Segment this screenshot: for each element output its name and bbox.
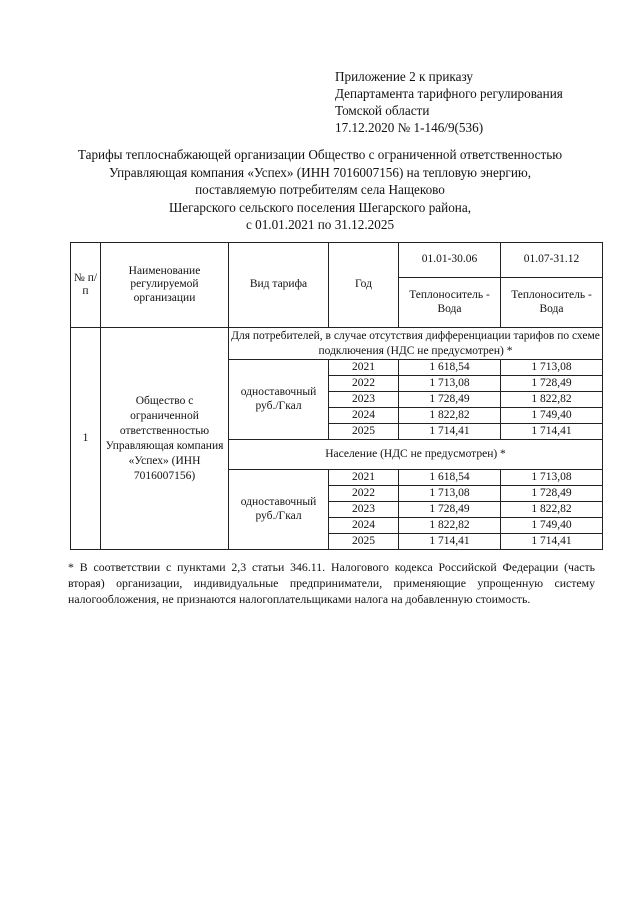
vat-footnote: * В соответствии с пунктами 2,3 статьи 346.11. Налогового кодекса Российской Федерации (часть вторая) организации, индивидуальные предприниматели, применяющие упрощенную систему налогообложения, не признаются налогоплательщиками налога на добавленную стоимость. — [68, 560, 595, 606]
title-line: Шегарского сельского поселения Шегарского района, — [168, 199, 472, 215]
year-cell: 2022 — [329, 486, 399, 502]
document-title — [40, 146, 600, 234]
header-period-1: 01.01-30.06 — [399, 243, 501, 278]
row-number: 1 — [71, 328, 101, 550]
tariff-value-h1: 1 728,49 — [399, 392, 501, 408]
tariff-value-h2: 1 728,49 — [501, 486, 603, 502]
year-cell: 2023 — [329, 392, 399, 408]
tariff-value-h1: 1 713,08 — [399, 486, 501, 502]
tariff-value-h1: 1 713,08 — [399, 376, 501, 392]
tariff-value-h1: 1 714,41 — [399, 424, 501, 440]
appendix-line: Департамента тарифного регулирования — [335, 86, 563, 101]
appendix-header — [335, 68, 563, 136]
header-number: № п/п — [71, 243, 101, 328]
tariff-value-h2: 1 822,82 — [501, 502, 603, 518]
section-population-title: Население (НДС не предусмотрен) * — [229, 440, 603, 470]
tariff-value-h1: 1 728,49 — [399, 502, 501, 518]
tariff-type-cell: одноставочный руб./Гкал — [229, 470, 329, 550]
tariff-value-h1: 1 618,54 — [399, 360, 501, 376]
year-cell: 2023 — [329, 502, 399, 518]
title-line: Управляющая компания «Успех» (ИНН 7016007156) на тепловую энергию, — [108, 164, 532, 180]
tariff-table — [70, 242, 603, 550]
tariff-value-h2: 1 713,08 — [501, 360, 603, 376]
title-line: Тарифы теплоснабжающей организации Общество с ограниченной ответственностью — [77, 147, 563, 162]
tariff-value-h2: 1 713,08 — [501, 470, 603, 486]
year-cell: 2024 — [329, 518, 399, 534]
tariff-type-cell: одноставочный руб./Гкал — [229, 360, 329, 440]
tariff-value-h2: 1 822,82 — [501, 392, 603, 408]
year-cell: 2021 — [329, 360, 399, 376]
header-organization: Наименование регулируемой организации — [101, 243, 229, 328]
year-cell: 2022 — [329, 376, 399, 392]
appendix-line: Приложение 2 к приказу — [335, 69, 473, 84]
year-cell: 2021 — [329, 470, 399, 486]
header-carrier-1: Теплоноситель - Вода — [399, 278, 501, 328]
tariff-value-h2: 1 749,40 — [501, 408, 603, 424]
tariff-value-h2: 1 714,41 — [501, 424, 603, 440]
year-cell: 2025 — [329, 424, 399, 440]
title-line: поставляемую потребителям села Нащеково — [195, 182, 445, 197]
appendix-line: Томской области — [335, 103, 430, 118]
tariff-value-h1: 1 822,82 — [399, 408, 501, 424]
year-cell: 2024 — [329, 408, 399, 424]
year-cell: 2025 — [329, 534, 399, 550]
tariff-value-h1: 1 618,54 — [399, 470, 501, 486]
tariff-value-h1: 1 714,41 — [399, 534, 501, 550]
title-period: с 01.01.2021 по 31.12.2025 — [245, 217, 395, 232]
tariff-value-h2: 1 749,40 — [501, 518, 603, 534]
header-carrier-2: Теплоноситель - Вода — [501, 278, 603, 328]
section-consumers-title: Для потребителей, в случае отсутствия дифференциации тарифов по схеме подключения (НДС не предусмотрен) * — [229, 328, 603, 360]
tariff-value-h2: 1 728,49 — [501, 376, 603, 392]
tariff-value-h2: 1 714,41 — [501, 534, 603, 550]
header-period-2: 01.07-31.12 — [501, 243, 603, 278]
tariff-value-h1: 1 822,82 — [399, 518, 501, 534]
organization-name: Общество с ограниченной ответственностью Управляющая компания «Успех» (ИНН 7016007156) — [101, 328, 229, 550]
header-tariff-type: Вид тарифа — [229, 243, 329, 328]
appendix-order-ref: 17.12.2020 № 1-146/9(536) — [335, 120, 484, 135]
header-year: Год — [329, 243, 399, 328]
